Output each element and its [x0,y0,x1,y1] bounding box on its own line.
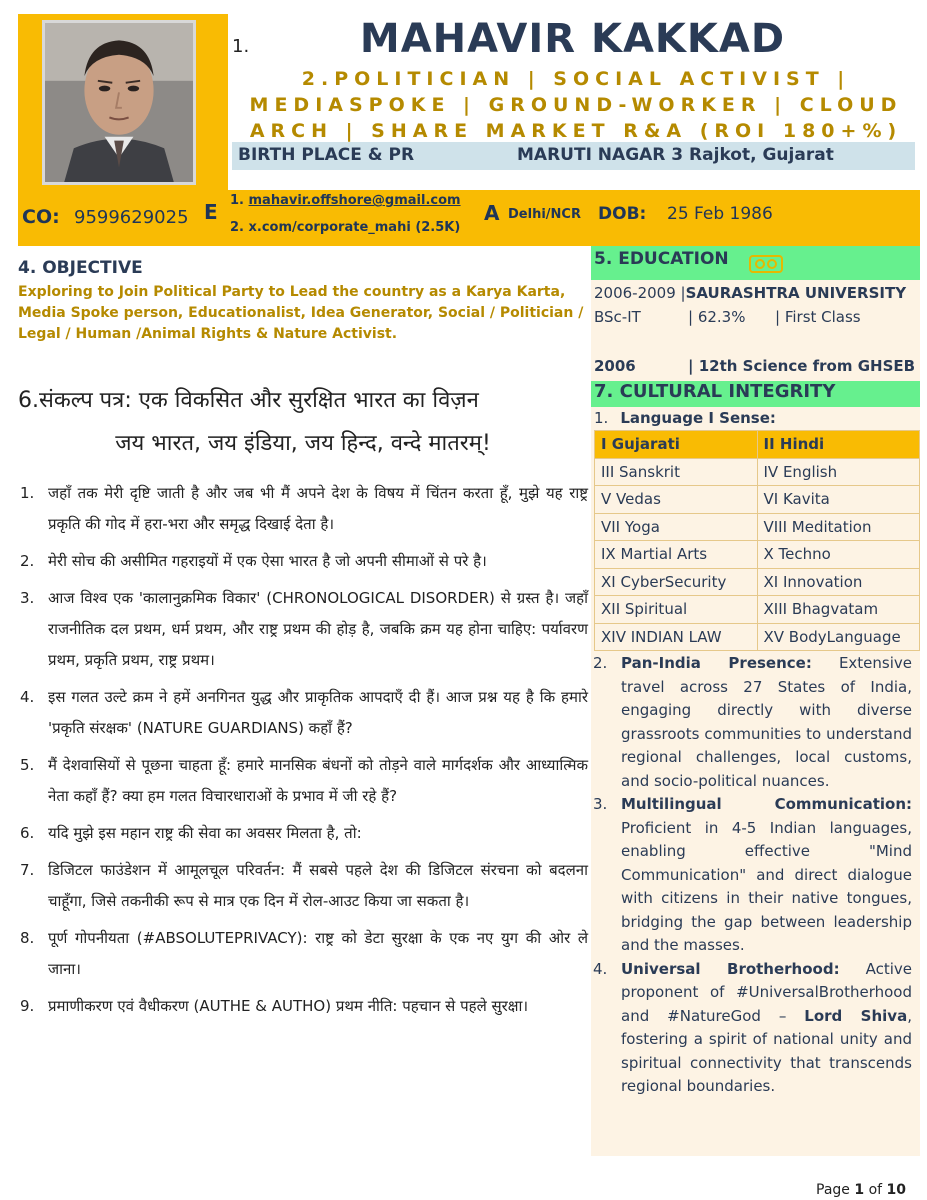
item-heading: Universal Brotherhood: [621,959,840,978]
edu-class: | First Class [775,308,861,326]
list-item [591,958,912,1099]
edu-year-2006: 2006 [594,357,636,375]
item-heading: Multilingual Communication: [621,795,912,813]
point-text: जहाँ तक मेरी दृष्टि जाती है और जब भी मैं अपने देश के विषय में चिंतन करता हूँ, मुझे यह राष्ट्र प्रकृति की गोद में हरा-भरा और समृद्ध दिखाई देता है। [48,484,588,533]
table-cell: XIII Bhagvatam [757,596,920,624]
point-text: इस गलत उल्टे क्रम ने हमें अनगिनत युद्ध और प्राकृतिक आपदाएँ दी हैं। आज प्रश्न यह है कि हमारे 'प्रकृति संरक्षक' (NATURE GUARDIANS) कहाँ हैं? [48,688,588,737]
point-number: 4. [20,688,35,706]
slogan: जय भारत, जय इंडिया, जय हिन्द, वन्दे मातरम्! [115,431,491,456]
email-number: 1. [230,193,244,208]
birth-place-bar [232,142,915,170]
item-emphasis: Lord Shiva [804,1006,908,1025]
table-row [595,623,920,651]
table-cell: VIII Meditation [757,513,920,541]
email-link[interactable]: mahavir.offshore@gmail.com [248,193,461,208]
table-row [595,431,920,459]
candidate-name: MAHAVIR KAKKAD [359,16,786,62]
list-item [18,818,588,849]
table-row [595,513,920,541]
edu-school: SAURASHTRA UNIVERSITY [685,284,907,302]
dob-label: DOB: [598,204,647,224]
item-text: Active proponent of #UniversalBrotherhood and #NatureGod – [621,959,913,1025]
point-text: मेरी सोच की असीमित गहराइयों में एक ऐसा भारत है जो अपनी सीमाओं से परे है। [48,552,487,570]
edu-years: 2006-2009 | [594,284,686,302]
item-number: 4. [593,959,608,978]
table-row [595,458,920,486]
edu-12th-detail: | 12th Science from GHSEB [688,357,916,375]
point-number: 6. [20,824,35,842]
language-sense-title [594,409,776,427]
languages-table [594,430,920,651]
list-item [18,991,588,1022]
page-word: Page [816,1182,850,1198]
education-title: 5. EDUCATION [594,249,729,269]
table-cell: II Hindi [757,431,920,459]
table-cell: XV BodyLanguage [757,623,920,651]
point-number: 7. [20,861,35,879]
section-number: 1. [232,36,250,57]
table-row [595,596,920,624]
education-row-2 [594,308,641,326]
list-item [591,793,912,958]
point-text: आज विश्व एक 'कालानुक्रमिक विकार' (CHRONOLOGICAL DISORDER) से ग्रस्त है। जहाँ राजनीतिक दल प्रथम, धर्म प्रथम, और राष्ट्र प्रथम की होड़ है, जबकि क्रम यह होना चाहिए: पर्यावरण प्रथम, प्रकृति प्रथम, राष्ट्र प्रथम। [48,589,588,669]
item-text: Extensive travel across 27 States of India, engaging directly with diverse grassroots communities to understand regional challenges, local customs, and socio-political nuances. [621,654,912,790]
graduation-icon [748,253,784,275]
birth-place-label: BIRTH PLACE & PR [238,145,415,165]
profile-photo [42,20,196,185]
table-cell: I Gujarati [595,431,758,459]
lang-number: 1. [594,409,609,427]
point-text: प्रमाणीकरण एवं वैधीकरण (AUTHE & AUTHO) प्रथम नीति: पहचान से पहले सुरक्षा। [48,997,529,1015]
phone-number: 9599629025 [74,207,189,228]
item-heading: Pan-India Presence: [621,654,812,672]
dob-value: 25 Feb 1986 [667,204,773,224]
point-text: यदि मुझे इस महान राष्ट्र की सेवा का अवसर मिलता है, तो: [48,824,362,842]
edu-degree: BSc-IT [594,308,641,326]
table-cell: XI CyberSecurity [595,568,758,596]
list-item [591,652,912,793]
table-cell: VII Yoga [595,513,758,541]
table-cell: XI Innovation [757,568,920,596]
address-label: A [484,201,500,225]
edu-percent: | 62.3% [688,308,746,326]
item-text: Proficient in 4-5 Indian languages, enabling effective "Mind Communication" and direct dialogue with citizens in their native tongues, bridging the gap between leadership and the masses. [621,818,912,954]
point-number: 3. [20,589,35,607]
page-number [816,1182,906,1198]
vision-points-list [18,478,588,1028]
point-number: 9. [20,997,35,1015]
item-number: 3. [593,795,608,813]
address-value: Delhi/NCR [508,207,581,222]
list-item [18,583,588,676]
table-cell: X Techno [757,541,920,569]
cultural-items-list [591,652,912,1099]
table-row [595,486,920,514]
point-number: 8. [20,929,35,947]
cultural-title: 7. CULTURAL INTEGRITY [594,381,836,402]
list-item [18,682,588,744]
page-current: 1 [854,1182,865,1198]
table-cell: IV English [757,458,920,486]
page-total: 10 [886,1182,906,1198]
table-cell: III Sanskrit [595,458,758,486]
roles-line: 2.POLITICIAN | SOCIAL ACTIVIST | MEDIASPOKE | GROUND-WORKER | CLOUD ARCH | SHARE MARKET R&A (ROI 180+%) [249,68,903,142]
item-number: 2. [593,654,608,672]
point-number: 5. [20,756,35,774]
birth-place-value: MARUTI NAGAR 3 Rajkot, Gujarat [517,145,834,165]
point-text: मैं देशवासियों से पूछना चाहता हूँ: हमारे मानसिक बंधनों को तोड़ने वाले मार्गदर्शक और आध्यात्मिक नेता कहाँ हैं? क्या हम गलत विचारधाराओं के प्रभाव में जी रहे हैं? [48,756,588,805]
table-cell: V Vedas [595,486,758,514]
point-text: पूर्ण गोपनीयता (#ABSOLUTEPRIVACY): राष्ट्र को डेटा सुरक्षा के एक नए युग की ओर ले जाना। [48,929,588,978]
item-text-cont: , fostering a spirit of national unity and spiritual connectivity that transcends regional boundaries. [621,1006,912,1095]
table-cell: IX Martial Arts [595,541,758,569]
point-text: डिजिटल फाउंडेशन में आमूलचूल परिवर्तन: मैं सबसे पहले देश की डिजिटल संरचना को बदलना चाहूँगा, जिसे तकनीकी रूप से मात्र एक दिन में रोल-आउट किया जा सकता है। [48,861,588,910]
point-number: 2. [20,552,35,570]
table-cell: VI Kavita [757,486,920,514]
point-number: 1. [20,484,35,502]
lang-label: Language I Sense: [620,409,776,427]
list-item [18,478,588,540]
list-item [18,750,588,812]
table-cell: XIV INDIAN LAW [595,623,758,651]
list-item [18,546,588,577]
list-item [18,923,588,985]
of-word: of [868,1182,883,1198]
objective-text: Exploring to Join Political Party to Lead the country as a Karya Karta, Media Spoke person, Educationalist, Idea Generator, Social / Politician / Legal / Human /Animal Rights & Nature Activist. [18,284,584,342]
sankalp-title: 6.संकल्प पत्र: एक विकसित और सुरक्षित भारत का विज़न [18,388,479,413]
list-item [18,855,588,917]
table-row [595,568,920,596]
table-row [595,541,920,569]
x-handle-link[interactable]: 2. x.com/corporate_mahi (2.5K) [230,220,461,235]
education-row-1 [594,284,906,302]
email-label: E [204,200,218,224]
table-cell: XII Spiritual [595,596,758,624]
email-line [230,193,461,208]
contact-label: CO: [22,206,60,228]
objective-title: 4. OBJECTIVE [18,258,143,278]
